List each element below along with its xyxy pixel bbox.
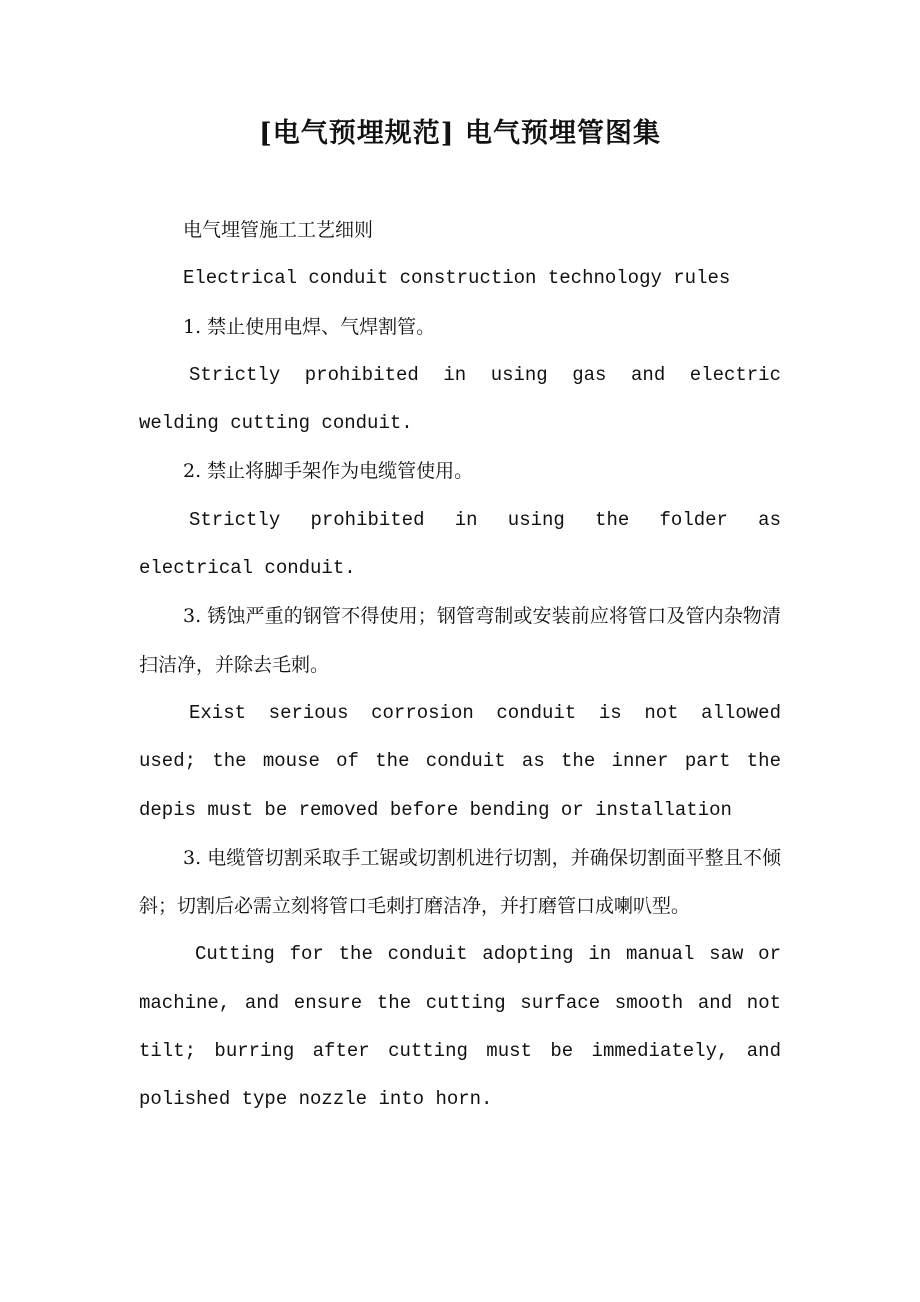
document-body xyxy=(139,206,781,1124)
paragraph-rule-1-zh: 1. 禁止使用电焊、气焊割管。 xyxy=(183,315,436,338)
paragraph-rule-3-zh: 3. 锈蚀严重的钢管不得使用；钢管弯制或安装前应将管口及管内杂物清扫洁净，并除去毛刺。 xyxy=(139,605,781,676)
paragraph-rule-3-en: Exist serious corrosion conduit is not allowed used; the mouse of the conduit as the inner part the depis must be removed before bending or installation xyxy=(139,701,781,821)
paragraph-rule-3b-zh: 3. 电缆管切割采取手工锯或切割机进行切割，并确保切割面平整且不倾斜；切割后必需立刻将管口毛刺打磨洁净，并打磨管口成喇叭型。 xyxy=(139,846,781,918)
document-title: [电气预埋规范] 电气预埋管图集 xyxy=(259,118,661,149)
paragraph-rule-2-en: Strictly prohibited in using the folder as electrical conduit. xyxy=(139,508,781,580)
paragraph-heading-zh: 电气埋管施工工艺细则 xyxy=(183,219,374,241)
paragraph-heading-en: Electrical conduit construction technology rules xyxy=(183,267,731,290)
paragraph-rule-3b-en: Cutting for the conduit adopting in manual saw or machine, and ensure the cutting surface smooth and not tilt; burring after cutting must be immediately, and polished type nozzle into horn. xyxy=(139,943,781,1111)
paragraph-rule-2-zh: 2. 禁止将脚手架作为电缆管使用。 xyxy=(183,460,474,483)
paragraph-rule-1-en: Strictly prohibited in using gas and electric welding cutting conduit. xyxy=(139,363,781,435)
